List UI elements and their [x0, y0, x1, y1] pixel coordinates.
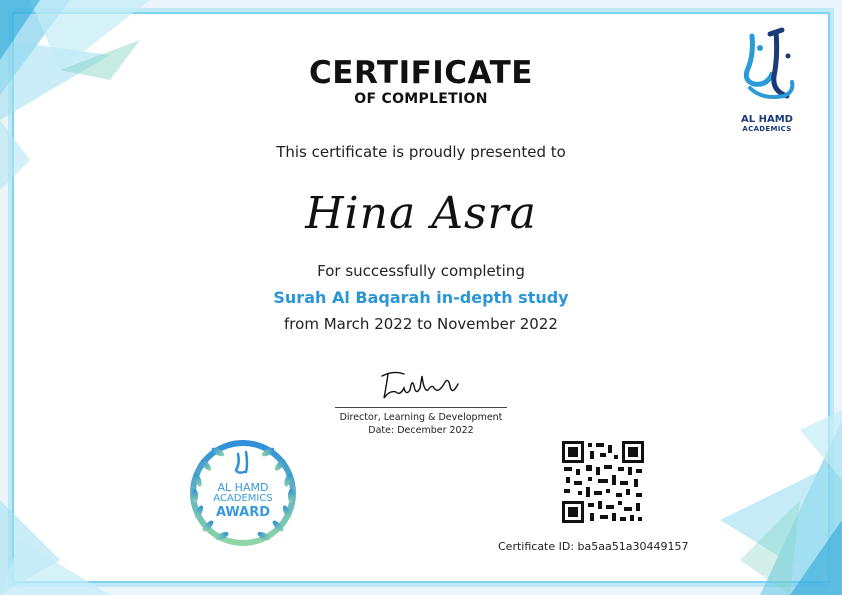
- signature-line: [335, 407, 507, 408]
- signature-date: Date: December 2022: [368, 425, 474, 436]
- logo-subtitle: ACADEMICS: [742, 125, 792, 133]
- date-range: from March 2022 to November 2022: [284, 315, 558, 333]
- al-hamd-logo: [722, 26, 812, 133]
- completion-text: For successfully completing: [317, 262, 525, 280]
- award-line-1: AL HAMD: [217, 481, 269, 494]
- presented-text: This certificate is proudly presented to: [276, 143, 566, 161]
- certificate-title: CERTIFICATE: [309, 55, 533, 91]
- certificate-id: Certificate ID: ba5aa51a30449157: [498, 540, 689, 553]
- award-line-2: ACADEMICS: [213, 493, 273, 504]
- award-line-3: AWARD: [215, 505, 271, 520]
- course-title: Surah Al Baqarah in-depth study: [273, 288, 569, 307]
- signature-title: Director, Learning & Development: [339, 412, 503, 423]
- certificate-subtitle: OF COMPLETION: [354, 91, 488, 107]
- signature: [374, 366, 469, 406]
- calligraphy-logo-icon: [732, 26, 802, 108]
- logo-name: AL HAMD: [741, 114, 793, 125]
- award-badge: [178, 428, 308, 558]
- qr-code: [562, 441, 644, 523]
- recipient-name: Hina Asra: [305, 188, 537, 239]
